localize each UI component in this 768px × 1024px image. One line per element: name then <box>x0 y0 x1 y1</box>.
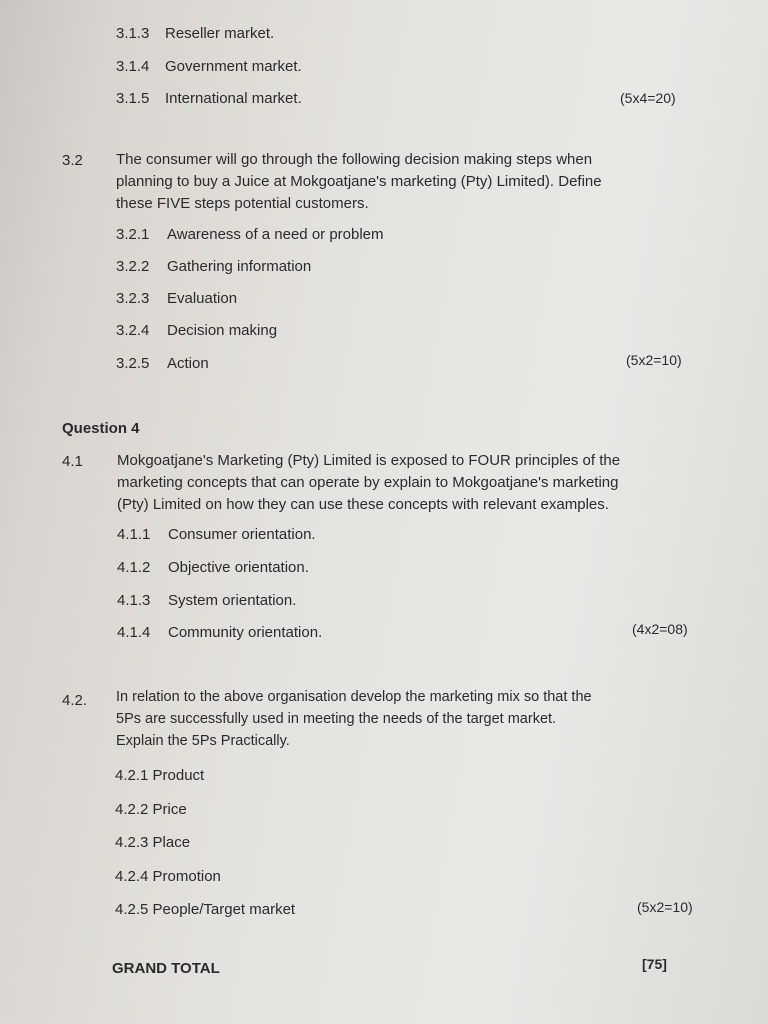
item-text: International market. <box>165 90 302 107</box>
question-line: Mokgoatjane's Marketing (Pty) Limited is exposed to FOUR principles of the <box>117 452 621 469</box>
question-line: 5Ps are successfully used in meeting the needs of the target market. <box>116 711 557 727</box>
item-text: Objective orientation. <box>168 559 309 576</box>
question-4-1-text <box>117 450 620 516</box>
question-number-4-1: 4.1 <box>62 453 83 470</box>
grand-total-value: [75] <box>642 956 667 972</box>
item-text: 4.2.2 Price <box>115 801 187 818</box>
item-text: Decision making <box>167 322 278 339</box>
item-number: 3.2.4 <box>116 322 150 339</box>
item-number: 3.1.4 <box>116 58 150 75</box>
item-text: System orientation. <box>168 592 297 609</box>
item-text: Government market. <box>165 58 302 75</box>
item-number: 3.1.5 <box>116 90 150 107</box>
question-line: Explain the 5Ps Practically. <box>116 733 290 749</box>
item-text: 4.2.4 Promotion <box>115 868 221 885</box>
item-text: 4.2.5 People/Target market <box>115 901 296 918</box>
item-text: 4.2.1 Product <box>115 767 205 784</box>
question-4-heading: Question 4 <box>62 420 140 437</box>
item-number: 3.2.2 <box>116 258 150 275</box>
item-number: 3.1.3 <box>116 25 150 42</box>
item-text: 4.2.3 Place <box>115 834 191 851</box>
question-number-3-2: 3.2 <box>62 152 83 169</box>
item-text: Awareness of a need or problem <box>167 226 384 243</box>
item-number: 4.1.2 <box>117 559 151 576</box>
marks-3-1: (5x4=20) <box>620 90 676 106</box>
question-line: In relation to the above organisation develop the marketing mix so that the <box>116 689 592 705</box>
item-number: 3.2.1 <box>116 226 150 243</box>
item-text: Community orientation. <box>168 624 323 641</box>
item-text: Gathering information <box>167 258 312 275</box>
question-line: planning to buy a Juice at Mokgoatjane's marketing (Pty) Limited). Define <box>116 173 602 190</box>
item-number: 4.1.3 <box>117 592 151 609</box>
marks-3-2: (5x2=10) <box>626 352 682 368</box>
item-text: Evaluation <box>167 290 238 307</box>
question-line: these FIVE steps potential customers. <box>116 195 369 212</box>
question-line: marketing concepts that can operate by explain to Mokgoatjane's marketing <box>117 474 619 491</box>
item-number: 3.2.3 <box>116 290 150 307</box>
grand-total-label: GRAND TOTAL <box>112 960 220 977</box>
question-line: (Pty) Limited on how they can use these concepts with relevant examples. <box>117 496 609 513</box>
item-number: 4.1.1 <box>117 526 151 543</box>
question-4-2-text <box>116 686 592 752</box>
item-text: Action <box>167 355 209 372</box>
item-text: Consumer orientation. <box>168 526 316 543</box>
item-text: Reseller market. <box>165 25 275 42</box>
item-number: 4.1.4 <box>117 624 151 641</box>
item-number: 3.2.5 <box>116 355 150 372</box>
question-3-2-text <box>116 149 602 215</box>
question-line: The consumer will go through the following decision making steps when <box>116 151 593 168</box>
marks-4-1: (4x2=08) <box>632 621 688 637</box>
question-number-4-2: 4.2. <box>62 692 88 709</box>
marks-4-2: (5x2=10) <box>637 899 693 915</box>
